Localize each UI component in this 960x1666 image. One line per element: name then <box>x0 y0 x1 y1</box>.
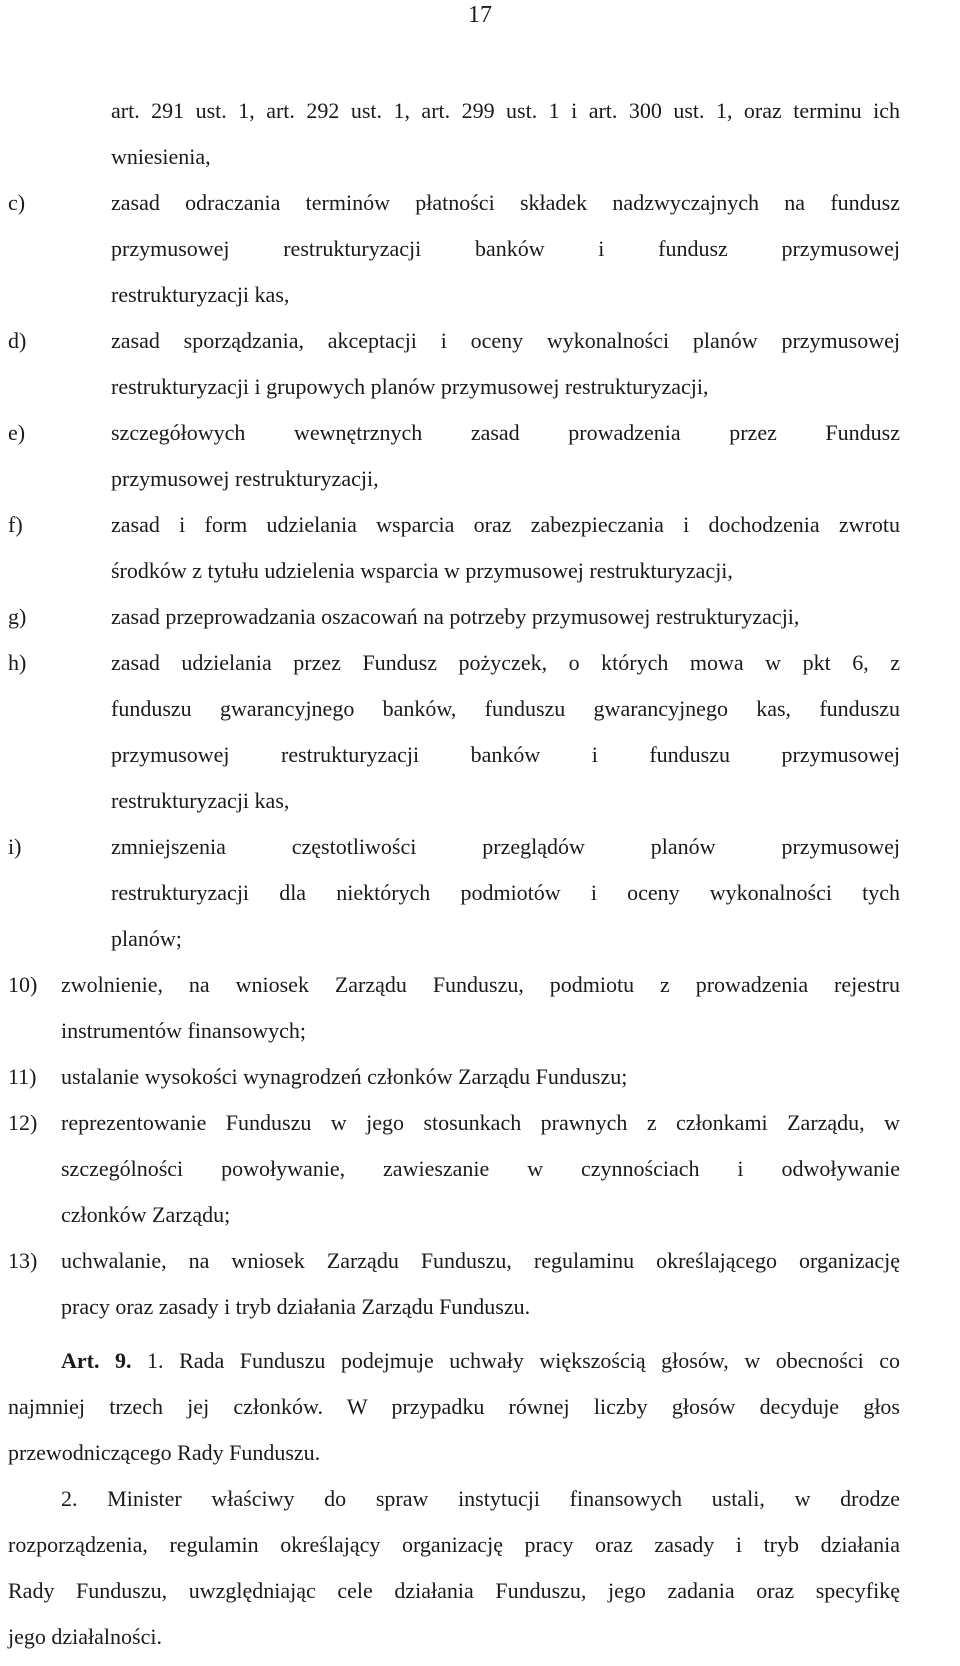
text-line <box>8 1284 900 1330</box>
text-line <box>8 1192 900 1238</box>
list-label: g) <box>8 604 27 629</box>
text-line <box>8 1054 900 1100</box>
list-item <box>8 318 900 410</box>
line-text: członków Zarządu; <box>61 1202 231 1227</box>
list-label: f) <box>8 512 23 537</box>
line-text: planów; <box>111 926 182 951</box>
article-heading: Art. 9. <box>61 1348 132 1373</box>
line-text: pracy oraz zasady i tryb działania Zarządu Funduszu. <box>61 1294 531 1319</box>
line-text: restrukturyzacji i grupowych planów przymusowej restrukturyzacji, <box>111 374 709 399</box>
list-item <box>8 180 900 318</box>
list-label: d) <box>8 328 27 353</box>
line-text: zasad udzielania przez Fundusz pożyczek, o których mowa w pkt 6, z <box>111 650 900 675</box>
line-text: instrumentów finansowych; <box>61 1018 307 1043</box>
line-text: rozporządzenia, regulamin określający organizację pracy oraz zasady i tryb działania <box>8 1532 900 1557</box>
text-line <box>8 870 900 916</box>
list-label: e) <box>8 420 26 445</box>
text-line <box>8 1238 900 1284</box>
list-item <box>8 594 900 640</box>
text-line <box>8 1568 900 1614</box>
line-text: Rady Funduszu, uwzględniając cele działania Funduszu, jego zadania oraz specyfikę <box>8 1578 900 1603</box>
numbered-point <box>8 1238 900 1330</box>
list-label: i) <box>8 834 22 859</box>
text-line <box>8 640 900 686</box>
letter-list <box>8 88 900 962</box>
text-line <box>8 824 900 870</box>
line-text: przymusowej restrukturyzacji banków i funduszu przymusowej <box>111 742 900 767</box>
text-line <box>8 134 900 180</box>
text-line <box>8 686 900 732</box>
list-label: h) <box>8 650 27 675</box>
line-text: przymusowej restrukturyzacji banków i fundusz przymusowej <box>111 236 900 261</box>
list-item <box>8 88 900 180</box>
list-label: 11) <box>8 1064 37 1089</box>
line-text: restrukturyzacji kas, <box>111 282 290 307</box>
text-line <box>8 1146 900 1192</box>
text-line <box>8 226 900 272</box>
line-text: zasad przeprowadzania oszacowań na potrzeby przymusowej restrukturyzacji, <box>111 604 800 629</box>
line-text: zasad odraczania terminów płatności składek nadzwyczajnych na fundusz <box>111 190 900 215</box>
line-text: funduszu gwarancyjnego banków, funduszu gwarancyjnego kas, funduszu <box>111 696 900 721</box>
list-label: 10) <box>8 972 38 997</box>
numbered-point <box>8 1100 900 1238</box>
text-line <box>8 88 900 134</box>
list-item <box>8 824 900 962</box>
line-text: najmniej trzech jej członków. W przypadku równej liczby głosów decyduje głos <box>8 1394 900 1419</box>
document-body <box>8 88 900 1660</box>
point-list <box>8 962 900 1330</box>
line-text: uchwalanie, na wniosek Zarządu Funduszu, regulaminu określającego organizację <box>61 1248 900 1273</box>
line-text: wniesienia, <box>111 144 211 169</box>
text-line <box>8 1614 900 1660</box>
line-text: zasad i form udzielania wsparcia oraz zabezpieczania i dochodzenia zwrotu <box>111 512 900 537</box>
line-text: art. 291 ust. 1, art. 292 ust. 1, art. 299 ust. 1 i art. 300 ust. 1, oraz terminu ich <box>111 98 900 123</box>
list-item <box>8 640 900 824</box>
line-text: zwolnienie, na wniosek Zarządu Funduszu, podmiotu z prowadzenia rejestru <box>61 972 900 997</box>
text-line <box>8 962 900 1008</box>
line-text: przymusowej restrukturyzacji, <box>111 466 379 491</box>
article-9 <box>8 1338 900 1660</box>
line-text: szczegółowych wewnętrznych zasad prowadzenia przez Fundusz <box>111 420 900 445</box>
line-text: szczególności powoływanie, zawieszanie w czynnościach i odwoływanie <box>61 1156 900 1181</box>
text-line <box>8 1100 900 1146</box>
line-text: zasad sporządzania, akceptacji i oceny wykonalności planów przymusowej <box>111 328 900 353</box>
text-line <box>8 594 900 640</box>
article-paragraph-2-first-line <box>8 1476 900 1522</box>
text-line <box>8 548 900 594</box>
text-line <box>8 410 900 456</box>
list-label: 13) <box>8 1248 38 1273</box>
text-line <box>8 180 900 226</box>
article-paragraph-1 <box>8 1384 900 1476</box>
text-line <box>8 732 900 778</box>
line-text: reprezentowanie Funduszu w jego stosunkach prawnych z członkami Zarządu, w <box>61 1110 900 1135</box>
line-text: restrukturyzacji dla niektórych podmiotów i oceny wykonalności tych <box>111 880 900 905</box>
text-line <box>8 1384 900 1430</box>
list-item <box>8 502 900 594</box>
article-paragraph-2 <box>8 1522 900 1660</box>
text-line <box>8 1008 900 1054</box>
text-line <box>8 778 900 824</box>
page-number: 17 <box>468 2 492 28</box>
text-line <box>8 318 900 364</box>
text-line <box>8 1430 900 1476</box>
numbered-point <box>8 1054 900 1100</box>
text-line <box>8 502 900 548</box>
text-line <box>8 456 900 502</box>
list-label: 12) <box>8 1110 38 1135</box>
text-line <box>8 1522 900 1568</box>
list-label: c) <box>8 190 26 215</box>
paragraph-1-opening: 1. Rada Funduszu podejmuje uchwały większością głosów, w obecności co <box>147 1348 900 1373</box>
line-text: jego działalności. <box>8 1624 162 1649</box>
paragraph-2-opening: 2. Minister właściwy do spraw instytucji finansowych ustali, w drodze <box>61 1486 900 1511</box>
article-paragraph-1-first-line <box>8 1338 900 1384</box>
text-line <box>8 916 900 962</box>
list-item <box>8 410 900 502</box>
line-text: przewodniczącego Rady Funduszu. <box>8 1440 321 1465</box>
text-line <box>8 364 900 410</box>
line-text: środków z tytułu udzielenia wsparcia w przymusowej restrukturyzacji, <box>111 558 733 583</box>
text-line <box>8 272 900 318</box>
line-text: zmniejszenia częstotliwości przeglądów planów przymusowej <box>111 834 900 859</box>
line-text: ustalanie wysokości wynagrodzeń członków Zarządu Funduszu; <box>61 1064 628 1089</box>
numbered-point <box>8 962 900 1054</box>
line-text: restrukturyzacji kas, <box>111 788 290 813</box>
